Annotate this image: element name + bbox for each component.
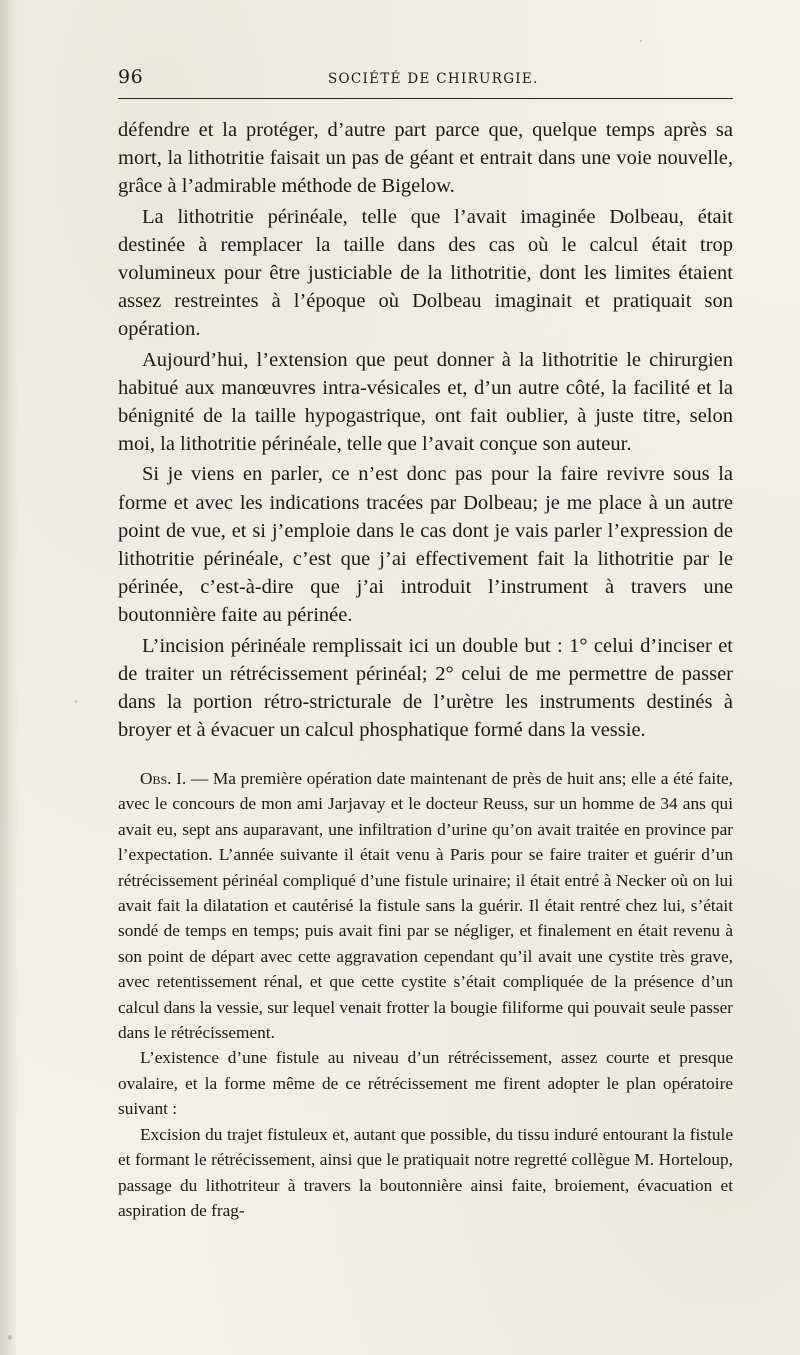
running-title: SOCIÉTÉ DE CHIRURGIE. <box>328 71 539 87</box>
observation-paragraph-3: Excision du trajet fistuleux et, autant que possible, du tissu induré entourant la fistule et formant le rétrécissement, ainsi que le pratiquait notre regretté collègue M. Horteloup, passage du lithotriteur à travers la boutonnière ainsi faite, broiement, évacuation et aspiration de frag- <box>118 1124 733 1220</box>
paragraph-3: Aujourd’hui, l’extension que peut donner à la lithotritie le chirurgien habitué aux manœuvres intra-vésicales et, d’un autre côté, la facilité et la bénignité de la taille hypogastrique, ont fait oublier, à juste titre, selon moi, la lithotritie périnéale, telle que l’avait conçue son auteur. <box>118 348 733 456</box>
observation-block <box>118 766 733 1223</box>
paper-speck <box>8 1335 12 1340</box>
paragraph-2: La lithotritie périnéale, telle que l’avait imaginée Dolbeau, était destinée à remplacer la taille dans des cas où le calcul était trop volumineux pour être justiciable de la lithotritie, dont les limites étaient assez restreintes à l’époque où Dolbeau imaginait et pratiquait son opération. <box>118 205 733 341</box>
paragraph-1: défendre et la protéger, d’autre part parce que, quelque temps après sa mort, la lithotritie faisait un pas de géant et entrait dans une voie nouvelle, grâce à l’admirable méthode de Bigelow. <box>118 119 733 198</box>
paper-speck <box>640 40 642 42</box>
header-rule <box>118 98 733 99</box>
page-header <box>118 62 733 92</box>
page-edge-shadow <box>0 0 18 1355</box>
observation-label: Obs. I. <box>140 769 187 788</box>
main-text <box>118 116 733 746</box>
paragraph-4: Si je viens en parler, ce n’est donc pas pour la faire revivre sous la forme et avec les indications tracées par Dolbeau; je me place à un autre point de vue, et si j’emploie dans le cas dont je vais parler l’expression de lithotritie périnéale, c’est que j’ai effectivement fait la lithotritie par le périnée, c’est-à-dire que j’ai introduit l’instrument à travers une boutonnière faite au périnée. <box>118 463 733 627</box>
observation-text-1: — Ma première opération date maintenant de près de huit ans; elle a été faite, avec le concours de mon ami Jarjavay et le docteur Reuss, sur un homme de 34 ans qui avait eu, sept ans auparavant, une infiltration d’urine qu’on avait traitée en province par l’expectation. L’année suivante il était venu à Paris pour se faire traiter et guérir d’un rétrécissement périnéal compliqué d’une fistule urinaire; il était entré à Necker où on lui avait fait la dilatation et cautérisé la fistule sans la guérir. Il était rentré chez lui, s’était sondé de temps en temps; puis avait fini par se négliger, et finalement en était revenu à son point de départ avec cette aggravation cependant qu’il avait une cystite très grave, avec retentissement rénal, et que cette cystite s’était compliquée de la présence d’un calcul dans la vessie, sur lequel venait frotter la bougie filiforme qui pouvait seule passer dans le rétrécissement. <box>118 769 733 1043</box>
paragraph-5: L’incision périnéale remplissait ici un double but : 1° celui d’inciser et de traiter un rétrécissement périnéal; 2° celui de me permettre de passer dans la portion rétro-stricturale de l’urètre les instruments destinés à broyer et à évacuer un calcul phosphatique formé dans la vessie. <box>118 634 733 742</box>
page-number: 96 <box>118 66 144 88</box>
observation-paragraph-2: L’existence d’une fistule au niveau d’un rétrécissement, assez courte et presque ovalaire, et la forme même de ce rétrécissement me firent adopter le plan opératoire suivant : <box>118 1048 733 1119</box>
observation-paragraph-1 <box>118 766 733 1045</box>
paper-speck <box>75 700 77 703</box>
